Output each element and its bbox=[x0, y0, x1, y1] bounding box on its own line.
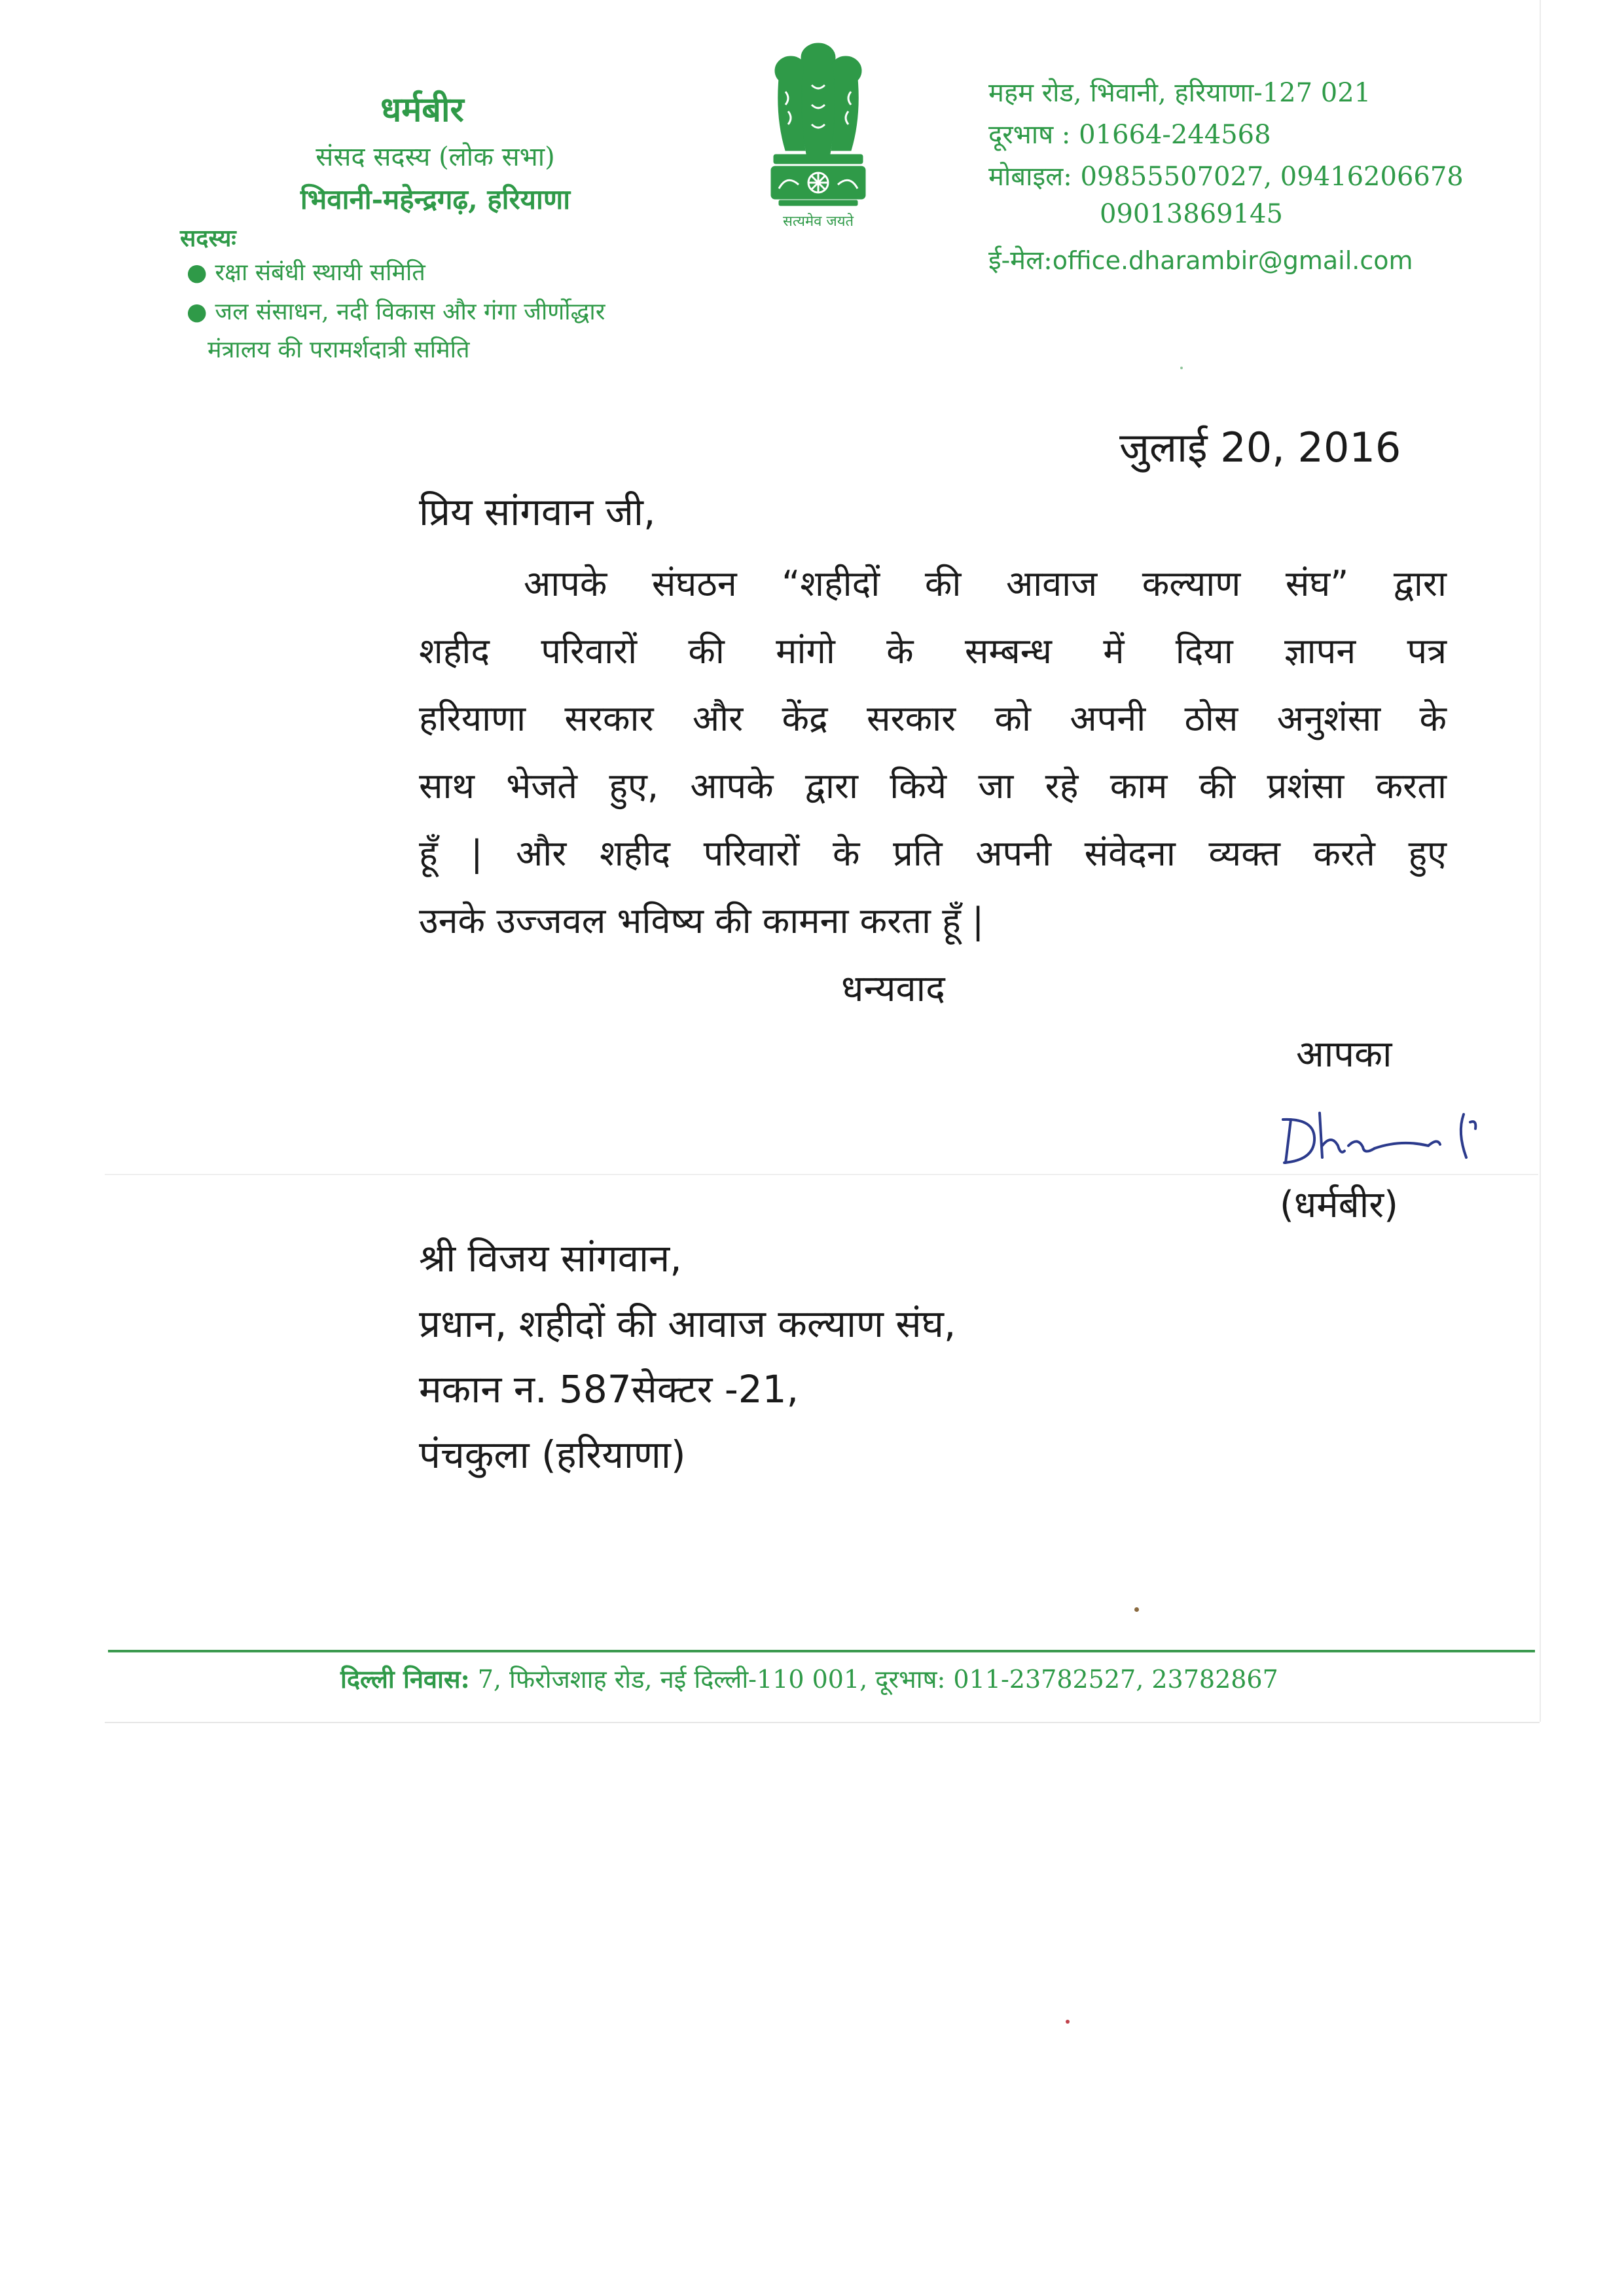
phone-number: : 01664-244568 bbox=[1061, 120, 1271, 150]
sender-post: संसद सदस्य (लोक सभा) bbox=[316, 142, 555, 172]
phone-label: दूरभाष bbox=[988, 120, 1054, 150]
footer-label: दिल्ली निवास: bbox=[340, 1664, 470, 1694]
body-line: शहीद परिवारों की मांगो के सम्बन्ध में दिया ज्ञापन पत्र bbox=[419, 630, 1447, 672]
national-emblem-icon bbox=[759, 39, 877, 236]
body-line: आपके संघठन “शहीदों की आवाज कल्याण संघ” द्वारा bbox=[524, 563, 1447, 604]
membership-text: रक्षा संबंधी स्थायी समिति bbox=[215, 259, 425, 286]
email-row bbox=[988, 241, 1413, 277]
scan-speck bbox=[1066, 2020, 1070, 2024]
footer-details: 7, फिरोजशाह रोड, नई दिल्ली-110 001, दूरभाष: 011-23782527, 23782867 bbox=[469, 1665, 1278, 1694]
mobile-numbers: 09855507027, 09416206678 bbox=[1080, 162, 1464, 192]
signer-name: (धर्मबीर) bbox=[1280, 1184, 1399, 1226]
salutation: प्रिय सांगवान जी, bbox=[419, 490, 656, 534]
footer-address bbox=[340, 1662, 1278, 1696]
emblem-motto: सत्यमेव जयते bbox=[782, 213, 854, 230]
mobile-number-2: 09013869145 bbox=[1100, 199, 1283, 229]
sender-constituency: भिवानी-महेन्द्रगढ़, हरियाणा bbox=[300, 183, 571, 215]
body-line: उनके उज्जवल भविष्य की कामना करता हूँ | bbox=[419, 900, 984, 941]
email-label: ई-मेल: bbox=[988, 246, 1053, 276]
sender-name: धर्मबीर bbox=[380, 90, 464, 130]
email-address: office.dharambir@gmail.com bbox=[1052, 246, 1413, 275]
recipient-line: मकान न. 587सेक्टर -21, bbox=[419, 1367, 799, 1412]
sheet-bottom-edge bbox=[105, 1722, 1540, 1723]
mobile-row bbox=[988, 157, 1464, 193]
closing-text: आपका bbox=[1296, 1033, 1392, 1076]
membership-continuation: मंत्रालय की परामर्शदात्री समिति bbox=[208, 337, 470, 363]
bullet-icon: ● bbox=[187, 299, 208, 325]
scan-speck bbox=[1180, 367, 1183, 369]
scan-speck bbox=[1134, 1607, 1139, 1612]
phone-row bbox=[988, 115, 1271, 151]
membership-item bbox=[187, 255, 425, 287]
letter-date: जुलाई 20, 2016 bbox=[1119, 424, 1401, 471]
sheet-edge bbox=[1540, 0, 1541, 1722]
membership-text: जल संसाधन, नदी विकास और गंगा जीर्णोद्धार bbox=[215, 299, 605, 325]
recipient-line: प्रधान, शहीदों की आवाज कल्याण संघ, bbox=[419, 1302, 956, 1346]
recipient-line: पंचकुला (हरियाणा) bbox=[419, 1432, 686, 1477]
recipient-line: श्री विजय सांगवान, bbox=[419, 1236, 682, 1281]
mobile-label: मोबाइल: bbox=[988, 162, 1072, 192]
body-line: साथ भेजते हुए, आपके द्वारा किये जा रहे काम की प्रशंसा करता bbox=[419, 765, 1447, 807]
handwritten-signature bbox=[1276, 1100, 1492, 1172]
membership-label: सदस्यः bbox=[180, 225, 236, 252]
thanks-text: धन्यवाद bbox=[841, 968, 945, 1010]
footer-divider bbox=[108, 1650, 1535, 1652]
sender-address: महम रोड, भिवानी, हरियाणा-127 021 bbox=[988, 78, 1371, 108]
membership-item bbox=[187, 295, 605, 327]
body-line: हूँ | और शहीद परिवारों के प्रति अपनी संवेदना व्यक्त करते हुए bbox=[419, 833, 1447, 874]
body-line: हरियाणा सरकार और केंद्र सरकार को अपनी ठोस अनुशंसा के bbox=[419, 698, 1447, 739]
bullet-icon: ● bbox=[187, 259, 208, 286]
paper-fold-line bbox=[105, 1174, 1538, 1175]
